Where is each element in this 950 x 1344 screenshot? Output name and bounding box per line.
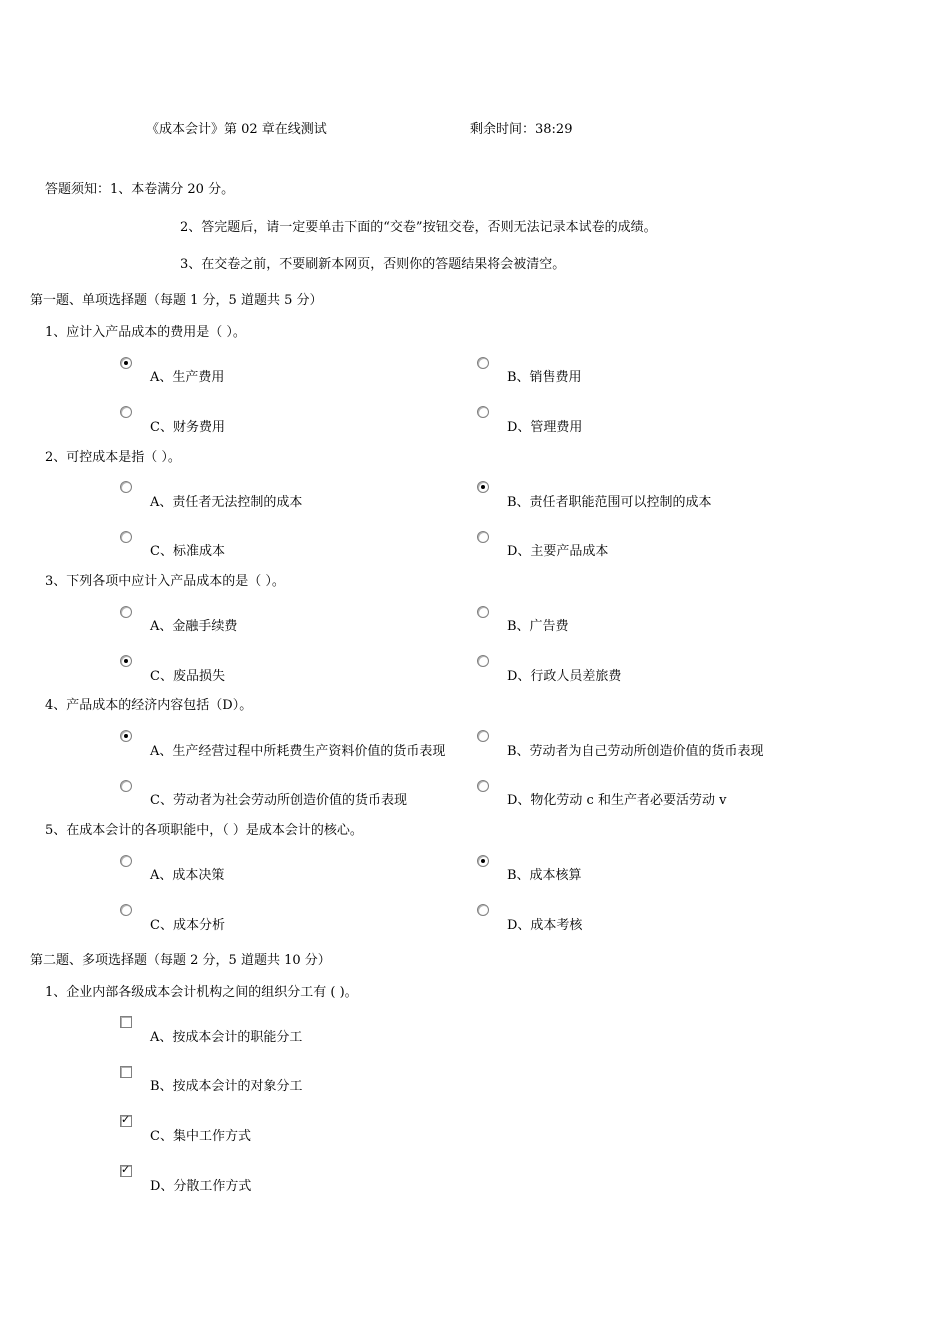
option-label: B、劳动者为自己劳动所创造价值的货币表现 [507,744,764,759]
option-label: D、行政人员差旅费 [507,669,622,684]
radio-q3-c[interactable] [120,655,132,667]
option-label: D、物化劳动 c 和生产者必要活劳动 v [507,793,727,808]
radio-q5-a[interactable] [120,855,132,867]
option-label: D、成本考核 [507,918,583,933]
option-label: D、管理费用 [507,420,583,435]
radio-q1-c[interactable] [120,406,132,418]
radio-q1-b[interactable] [477,357,489,369]
section-title-single-choice: 第一题、单项选择题（每题 1 分，5 道题共 5 分） [30,293,323,308]
radio-q2-c[interactable] [120,531,132,543]
radio-q2-a[interactable] [120,481,132,493]
radio-q3-b[interactable] [477,606,489,618]
option-label: C、集中工作方式 [150,1129,251,1144]
question-text: 1、应计入产品成本的费用是（ ）。 [45,325,246,340]
notice-line-2: 2、答完题后，请一定要单击下面的“交卷”按钮交卷，否则无法记录本试卷的成绩。 [180,220,657,235]
radio-q3-d[interactable] [477,655,489,667]
option-label: A、生产经营过程中所耗费生产资料价值的货币表现 [150,744,446,759]
option-label: A、生产费用 [150,370,225,385]
option-label: C、废品损失 [150,669,225,684]
radio-q1-a[interactable] [120,357,132,369]
radio-q4-c[interactable] [120,780,132,792]
notice-line-3: 3、在交卷之前，不要刷新本网页，否则你的答题结果将会被清空。 [180,257,566,272]
option-label: A、金融手续费 [150,619,238,634]
checkbox-m1-b[interactable] [120,1066,132,1078]
checkbox-m1-c[interactable] [120,1115,132,1127]
radio-q1-d[interactable] [477,406,489,418]
radio-q5-c[interactable] [120,904,132,916]
radio-q2-b[interactable] [477,481,489,493]
option-label: A、按成本会计的职能分工 [150,1030,303,1045]
option-label: C、劳动者为社会劳动所创造价值的货币表现 [150,793,407,808]
radio-q3-a[interactable] [120,606,132,618]
question-text: 4、产品成本的经济内容包括（D）。 [45,698,253,713]
timer: 剩余时间：38:29 [470,122,573,137]
option-label: B、按成本会计的对象分工 [150,1079,303,1094]
option-label: D、分散工作方式 [150,1179,252,1194]
option-label: D、主要产品成本 [507,544,609,559]
page-title: 《成本会计》第 02 章在线测试 [146,122,327,137]
question-text: 1、企业内部各级成本会计机构之间的组织分工有 ( )。 [45,985,358,1000]
option-label: C、财务费用 [150,420,225,435]
checkbox-m1-a[interactable] [120,1016,132,1028]
radio-q5-b[interactable] [477,855,489,867]
radio-q5-d[interactable] [477,904,489,916]
checkbox-m1-d[interactable] [120,1165,132,1177]
radio-q4-a[interactable] [120,730,132,742]
option-label: B、广告费 [507,619,569,634]
option-label: C、标准成本 [150,544,225,559]
question-text: 2、可控成本是指（ ）。 [45,450,181,465]
option-label: B、成本核算 [507,868,582,883]
radio-q2-d[interactable] [477,531,489,543]
radio-q4-b[interactable] [477,730,489,742]
question-text: 3、下列各项中应计入产品成本的是（ ）。 [45,574,285,589]
option-label: B、责任者职能范围可以控制的成本 [507,495,712,510]
notice-line-1: 答题须知：1、本卷满分 20 分。 [45,182,235,197]
option-label: C、成本分析 [150,918,225,933]
option-label: A、成本决策 [150,868,225,883]
option-label: A、责任者无法控制的成本 [150,495,303,510]
radio-q4-d[interactable] [477,780,489,792]
question-text: 5、在成本会计的各项职能中，（ ）是成本会计的核心。 [45,823,363,838]
option-label: B、销售费用 [507,370,582,385]
section-title-multiple-choice: 第二题、多项选择题（每题 2 分，5 道题共 10 分） [30,953,331,968]
